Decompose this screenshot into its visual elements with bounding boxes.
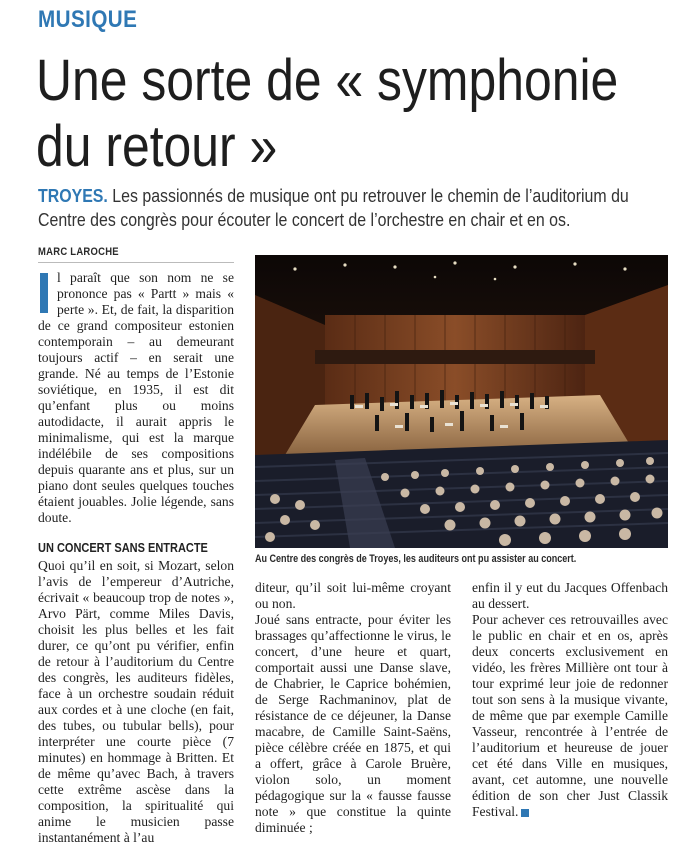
paragraph-conclusion bbox=[472, 612, 668, 820]
author-byline: MARC LAROCHE bbox=[38, 246, 119, 258]
lead-text: Les passionnés de musique ont pu retrouver le chemin de l’auditorium du Centre des congrès pour écouter le concert de l’orchestre en chair et en os. bbox=[38, 185, 629, 230]
concert-photo bbox=[255, 255, 668, 548]
headline-line-1: Une sorte de « symphonie bbox=[36, 48, 619, 113]
article-column-2 bbox=[255, 580, 451, 836]
article-column-3 bbox=[472, 580, 668, 820]
byline-divider bbox=[38, 262, 234, 263]
auditorium-illustration bbox=[255, 255, 668, 548]
headline-line-2: du retour » bbox=[36, 114, 278, 179]
end-of-article-mark bbox=[521, 809, 529, 817]
dateline-location: TROYES. bbox=[38, 185, 108, 206]
drop-cap-bar bbox=[40, 273, 48, 313]
subheading: UN CONCERT SANS ENTRACTE bbox=[38, 541, 208, 555]
photo-caption: Au Centre des congrès de Troyes, les auditeurs ont pu assister au concert. bbox=[255, 553, 577, 565]
paragraph-programme-continued: enfin il y eut du Jacques Offenbach au dessert. bbox=[472, 580, 668, 611]
paragraph-intro: l paraît que son nom ne se prononce pas « Partt » mais « perte ». Et, de fait, la disparition de ce grand compositeur estonien contemporain – au demeurant toujours actif – en serait une grande. Né au temps de l’Estonie soviétique, en 1935, il est dit qu’enfant plus ou moins autodidacte, il aurait appris le minimalisme, qui est la marque indélébile de ses compositions depuis quarante ans et plus, sur un piano dont seules quelques touches étaient jouables. Jolie légende, sans doute. bbox=[38, 270, 234, 525]
paragraph-concert-continued: diteur, qu’il soit lui-même croyant ou non. bbox=[255, 580, 451, 611]
paragraph-programme: Joué sans entracte, pour éviter les brassages qu’affectionne le virus, le concert, d’une heure et quart, comportait aussi une Danse slave, de Chabrier, le Caprice bohémien, de Serge Rachmaninov, plat de résistance de ce déjeuner, la Danse macabre, de Camille Saint-Saëns, pièce célèbre créée en 1875, et qui a offert, grâce à Carole Bruère, violon solo, un moment pédagogique sur la « fausse fausse note » que constitue la quinte diminuée ; bbox=[255, 612, 451, 835]
article-column-1 bbox=[38, 270, 234, 846]
lead-paragraph bbox=[38, 184, 657, 232]
paragraph-concert: Quoi qu’il en soit, si Mozart, selon l’avis de l’empereur d’Autriche, écrivait « beaucoup trop de notes », Arvo Pärt, comme Miles Davis, choisit les plus belles et les fait durer, ce qu’ont pu vérifier, enfin de retour à l’auditorium du Centre des congrès, les auditeurs fidèles, face à un orchestre soudain réduit aux cordes et à une cloche (en fait, des tubes, ou tubular bells), pour interpréter une courte pièce (7 minutes) en hommage à Britten. Et de même qu’avec Bach, à travers cette extrême ascèse dans la composition, la spiritualité qui anime le musicien passe instantanément à l’au bbox=[38, 558, 234, 845]
headline bbox=[36, 48, 619, 180]
section-rubric: MUSIQUE bbox=[38, 6, 138, 33]
conclusion-text: Pour achever ces retrouvailles avec le public en chair et en os, après deux concerts exclusivement en vidéo, les frères Millière ont tour à tour exprimé leur joie de redonner tout son sens à la musique vivante, de même que par exemple Camille Vasseur, rencontrée à l’entrée de l’auditorium et heureuse de jouer cet été dans Ville en musiques, avant, cet automne, une nouvelle édition de son cher Just Classik Festival. bbox=[472, 612, 668, 819]
